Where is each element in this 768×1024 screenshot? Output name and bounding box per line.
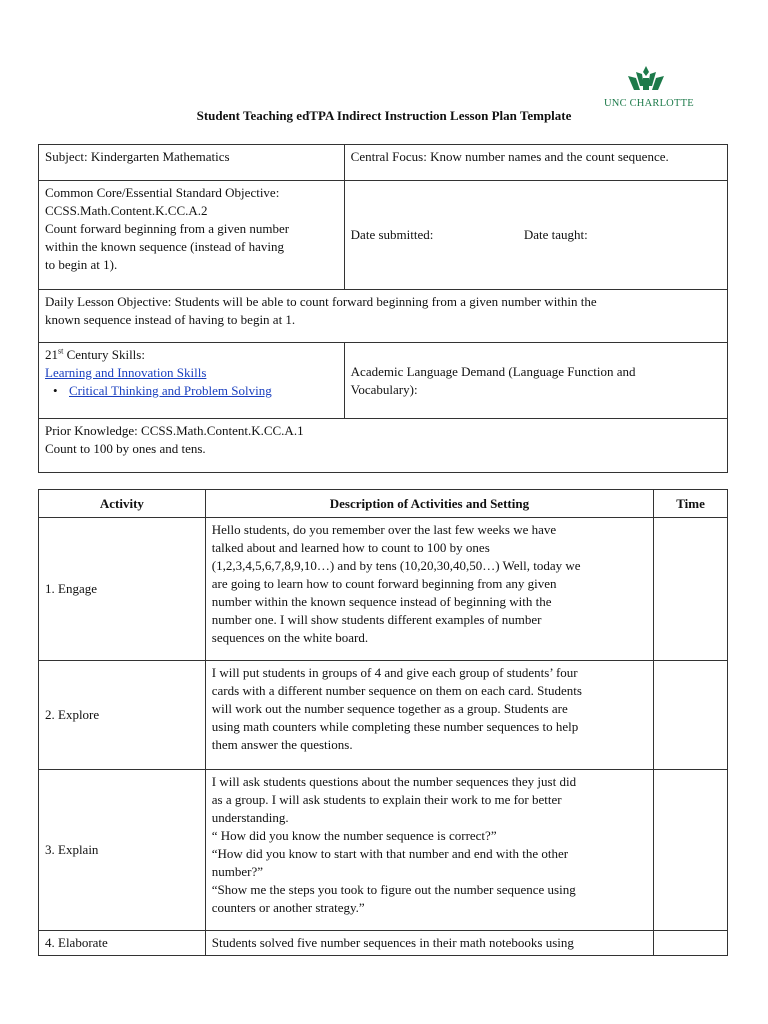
activity-column-header: Activity (39, 490, 206, 518)
description-line: are going to learn how to count forward beginning from any given (211, 576, 557, 591)
description-line: Hello students, do you remember over the last few weeks we have (211, 522, 557, 537)
description-line: them answer the questions. (211, 737, 353, 752)
learning-innovation-link[interactable]: Learning and Innovation Skills (45, 365, 207, 380)
activity-description (205, 661, 653, 770)
table-row (39, 518, 728, 661)
prior-knowledge-line: Prior Knowledge: CCSS.Math.Content.K.CC.A.1 (45, 423, 304, 438)
description-line: I will ask students questions about the number sequences they just did (211, 774, 577, 789)
activities-header-row (39, 490, 728, 518)
table-row (39, 661, 728, 770)
daily-objective-cell (39, 290, 728, 343)
description-line: “ How did you know the number sequence is correct?” (211, 828, 497, 843)
activity-description (205, 518, 653, 661)
time-column-header: Time (654, 490, 728, 518)
century-skills-heading (45, 346, 338, 364)
dates-cell (344, 181, 727, 290)
description-line: number?” (211, 864, 264, 879)
activity-label: 1. Engage (39, 518, 206, 661)
bullet-icon: • (53, 383, 58, 398)
info-row-subject (39, 145, 728, 181)
skills-suffix: Century Skills: (63, 347, 145, 362)
description-line: cards with a different number sequence on them on each card. Students (211, 683, 582, 698)
prior-knowledge-line: Count to 100 by ones and tens. (45, 441, 206, 456)
description-line: as a group. I will ask students to explain their work to me for better (211, 792, 562, 807)
standard-objective-cell (39, 181, 345, 290)
document-title: Student Teaching edTPA Indirect Instruction Lesson Plan Template (196, 108, 572, 123)
standard-line: within the known sequence (instead of having (45, 239, 284, 254)
activities-table (38, 489, 728, 956)
standard-line: Common Core/Essential Standard Objective: (45, 185, 280, 200)
activity-description (205, 931, 653, 956)
unc-charlotte-logo (600, 64, 694, 112)
activity-description (205, 770, 653, 931)
info-row-standard (39, 181, 728, 290)
description-line: counters or another strategy.” (211, 900, 365, 915)
century-skills-cell (39, 343, 345, 419)
table-row (39, 931, 728, 956)
info-row-prior-knowledge (39, 419, 728, 473)
daily-objective-line: Daily Lesson Objective: Students will be able to count forward beginning from a given number within the (45, 294, 597, 309)
critical-thinking-link[interactable]: Critical Thinking and Problem Solving (69, 383, 272, 398)
daily-objective-line: known sequence instead of having to begin at 1. (45, 312, 296, 327)
description-line: using math counters while completing these number sequences to help (211, 719, 579, 734)
prior-knowledge-cell (39, 419, 728, 473)
description-line: Students solved five number sequences in their math notebooks using (211, 935, 574, 950)
activity-label: 2. Explore (39, 661, 206, 770)
lesson-info-table (38, 144, 728, 473)
standard-line: CCSS.Math.Content.K.CC.A.2 (45, 203, 208, 218)
crown-icon (626, 64, 666, 96)
central-focus-cell: Central Focus: Know number names and the count sequence. (344, 145, 727, 181)
standard-line: to begin at 1). (45, 257, 118, 272)
description-line: sequences on the white board. (211, 630, 369, 645)
academic-language-line: Vocabulary): (350, 381, 418, 397)
description-line: I will put students in groups of 4 and give each group of students’ four (211, 665, 578, 680)
skills-prefix: 21 (45, 347, 58, 362)
activity-label: 3. Explain (39, 770, 206, 931)
skills-bullet-item (45, 382, 338, 400)
subject-cell: Subject: Kindergarten Mathematics (39, 145, 345, 181)
description-line: understanding. (211, 810, 289, 825)
date-submitted-label: Date submitted: (350, 227, 434, 242)
table-row (39, 770, 728, 931)
description-line: number one. I will show students different examples of number (211, 612, 542, 627)
description-line: (1,2,3,4,5,6,7,8,9,10…) and by tens (10,20,30,40,50…) Well, today we (211, 558, 581, 573)
description-line: talked about and learned how to count to 100 by ones (211, 540, 490, 555)
description-column-header: Description of Activities and Setting (205, 490, 653, 518)
time-cell (654, 518, 728, 661)
description-line: will work out the number sequence together as a group. Students are (211, 701, 568, 716)
skills-sup: st (58, 346, 64, 356)
time-cell (654, 770, 728, 931)
time-cell (654, 931, 728, 956)
date-taught-label: Date taught: (523, 227, 588, 242)
description-line: number within the known sequence instead of beginning with the (211, 594, 552, 609)
info-row-daily-objective (39, 290, 728, 343)
logo-text: UNC CHARLOTTE (604, 98, 694, 109)
academic-language-cell (344, 343, 727, 419)
info-row-skills (39, 343, 728, 419)
description-line: “Show me the steps you took to figure out the number sequence using (211, 882, 576, 897)
standard-line: Count forward beginning from a given number (45, 221, 290, 236)
description-line: “How did you know to start with that number and end with the other (211, 846, 569, 861)
time-cell (654, 661, 728, 770)
activity-label: 4. Elaborate (39, 931, 206, 956)
academic-language-line: Academic Language Demand (Language Function and (350, 363, 636, 379)
